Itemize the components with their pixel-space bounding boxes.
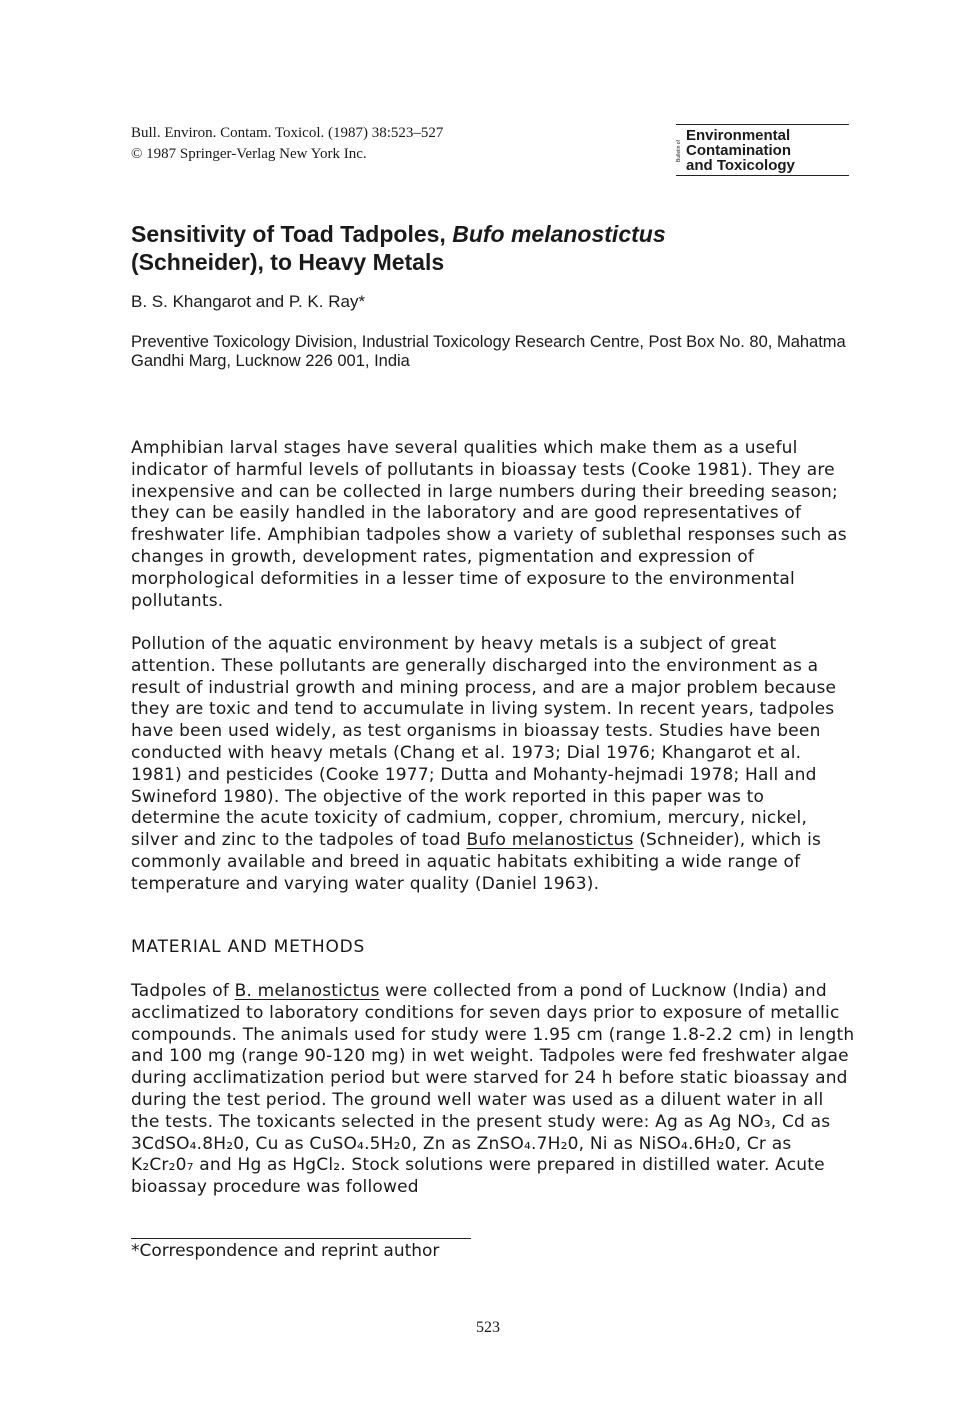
paragraph-intro <box>131 438 856 612</box>
citation-line-1: Bull. Environ. Contam. Toxicol. (1987) 38:523–527 <box>131 125 444 141</box>
affiliation: Preventive Toxicology Division, Industrial Toxicology Research Centre, Post Box No. 80, Mahatma Gandhi Marg, Lucknow 226 001, India <box>131 333 846 370</box>
authors: B. S. Khangarot and P. K. Ray* <box>131 292 366 311</box>
section-heading: MATERIAL AND METHODS <box>131 937 366 957</box>
footnote-divider <box>131 1238 471 1239</box>
logo-line-2: Contamination <box>686 142 791 159</box>
article-title <box>131 220 666 276</box>
logo-line-3: and Toxicology <box>686 157 795 174</box>
page-number: 523 <box>476 1319 500 1336</box>
paragraph-3-text: Tadpoles of <box>131 981 235 1001</box>
logo-line-1: Environmental <box>686 127 791 144</box>
paragraph-pollution <box>131 634 856 896</box>
paragraph-methods <box>131 981 856 1199</box>
paragraph-1-text: Amphibian larval stages have several qualities which make them as a useful indicator of harmful levels of pollutants in bioassay tests (Cooke 1981). They are inexpensive and can be collected in large numbers during their breeding season; they can be easily handled in the laboratory and are good representatives of freshwater life. Amphibian tadpoles show a variety of sublethal responses such as changes in growth, development rates, pigmentation and expression of morphological deformities in a lesser time of exposure to the environmental pollutants. <box>131 438 847 611</box>
paragraph-3-text-end: were collected from a pond of Lucknow (India) and acclimatized to laboratory conditions for seven days prior to exposure of metallic compounds. The animals used for study were 1.95 cm (range 1.8-2.2 cm) in length and 100 mg (range 90-120 mg) in wet weight. Tadpoles were fed freshwater algae during acclimatization period but were starved for 24 h before static bioassay and during the test period. The ground well water was used as a diluent water in all the tests. The toxicants selected in the present study were: Ag as Ag NO₃, Cd as 3CdSO₄.8H₂0, Cu as CuSO₄.5H₂0, Zn as ZnSO₄.7H₂0, Ni as NiSO₄.6H₂0, Cr as K₂Cr₂0₇ and Hg as HgCl₂. Stock solutions were prepared in distilled water. Acute bioassay procedure was followed <box>131 981 855 1198</box>
citation-line-2: © 1987 Springer-Verlag New York Inc. <box>131 146 367 162</box>
title-part-1: Sensitivity of Toad Tadpoles, <box>131 221 453 247</box>
paragraph-2-species: Bufo melanostictus <box>466 830 634 851</box>
journal-logo <box>676 124 849 176</box>
journal-citation <box>131 123 443 165</box>
paragraph-3-species: B. melanostictus <box>234 981 380 1001</box>
title-species: Bufo melanostictus <box>452 221 666 247</box>
footnote: *Correspondence and reprint author <box>131 1241 440 1261</box>
title-line-2: (Schneider), to Heavy Metals <box>131 249 445 275</box>
logo-side-text: Bulletin of <box>676 140 682 162</box>
paragraph-2-text-end: (Schneider), which is commonly available and breed in aquatic habitats exhibiting a wide range of temperature and varying water quality (Daniel 1963). <box>131 830 822 894</box>
paragraph-2-text: Pollution of the aquatic environment by heavy metals is a subject of great attention. These pollutants are generally discharged into the environment as a result of industrial growth and mining process, and are a major problem because they are toxic and tend to accumulate in living system. In recent years, tadpoles have been used widely, as test organisms in bioassay tests. Studies have been conducted with heavy metals (Chang et al. 1973; Dial 1976; Khangarot et al. 1981) and pesticides (Cooke 1977; Dutta and Mohanty-hejmadi 1978; Hall and Swineford 1980). The objective of the work reported in this paper was to determine the acute toxicity of cadmium, copper, chromium, mercury, nickel, silver and zinc to the tadpoles of toad <box>131 634 837 851</box>
